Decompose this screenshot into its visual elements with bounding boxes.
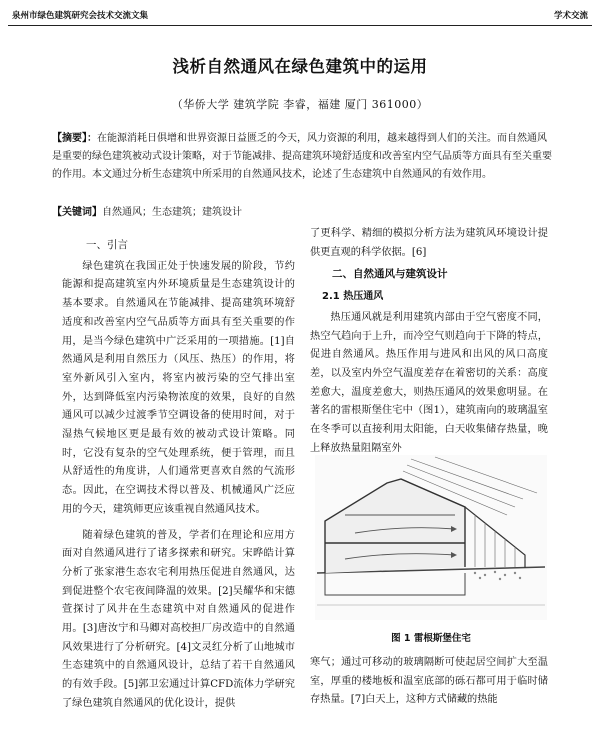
running-header-left: 泉州市绿色建筑研究会技术交流文集 xyxy=(12,11,149,21)
paper-title: 浅析自然通风在绿色建筑中的运用 xyxy=(172,57,428,76)
stack-ventilation-paragraph: 热压通风就是利用建筑内部由于空气密度不同，热空气趋向于上升，而冷空气则趋向于下降的特点，促进自然通风。热压作用与进风和出风的风口高度差，以及室内外空气温度差存在着密切的关系：高度差愈大，温度差愈大，则热压通风的效果愈明显。在著名的雷根斯堡住宅中（图1），建筑南向的玻璃温室在冬季可以直接利用太阳能，白天收集储存热量，晚上释放热量阻隔室外 xyxy=(310,311,548,454)
abstract-text: 在能源消耗日俱增和世界资源日益匮乏的今天，风力资源的利用，越来越得到人们的关注。而自然通风是重要的绿色建筑被动式设计策略，对于节能减排、提高建筑环境舒适度和改善室内空气品质等方面具有至关重要的作用。本文通过分析生态建筑中所采用的自然通风技术，论述了生态建筑中自然通风的有效作用。 xyxy=(52,133,552,180)
right-column-top xyxy=(310,225,548,458)
figure-regensburg-house-sketch xyxy=(315,455,547,620)
abstract-label: 【摘要】： xyxy=(52,133,97,144)
subsection-heading-stack-ventilation: 2.1 热压通风 xyxy=(322,291,384,303)
keywords-text: 自然通风；生态建筑；建筑设计 xyxy=(102,207,242,218)
abstract xyxy=(52,130,556,184)
running-header-right: 学术交流 xyxy=(553,11,588,21)
author-affiliation: （华侨大学 建筑学院 李睿，福建 厦门 361000） xyxy=(171,98,429,111)
keywords-label: 【关键词】 xyxy=(52,207,102,218)
keywords xyxy=(52,203,556,218)
section-heading-introduction: 一、引言 xyxy=(86,239,128,251)
intro-paragraph-2: 随着绿色建筑的普及，学者们在理论和应用方面对自然通风进行了诸多探索和研究。宋晔皓计算分析了张家港生态农宅利用热压促进自然通风，达到促进整个农宅夜间降温的效果。[2]吴耀华和宋德萱探讨了风井在生态建筑中对自然通风的促进作用。[3]唐汝宁和马卿对高校担厂房改造中的自然通风效果进行了分析研究。[4]文灵红分析了山地城市生态建筑中的自然通风设计，总结了若干自然通风的有效手段。[5]郭卫宏通过计算CFD流体力学研究了绿色建筑自然通风的优化设计，提供 xyxy=(62,529,295,709)
header-rule xyxy=(8,25,592,26)
section-heading-natural-ventilation: 二、自然通风与建筑设计 xyxy=(332,268,448,281)
continued-paragraph: 了更科学、精细的模拟分析方法为建筑风环境设计提供更直观的科学依据。[6] xyxy=(310,228,548,258)
figure-caption: 图 1 雷根斯堡住宅 xyxy=(391,633,471,644)
left-column xyxy=(62,236,295,714)
intro-paragraph-1: 绿色建筑在我国正处于快速发展的阶段，节约能源和提高建筑室内外环境质量是生态建筑设计的基本要求。自然通风在节能减排、提高建筑环境舒适度和改善室内空气品质等方面具有至关重要的作用，是当今绿色建筑中广泛采用的一项措施。[1]自然通风是利用自然压力（风压、热压）的作用，将室外新风引入室内，将室内被污染的空气排出室外，达到降低室内污染物浓度的效果，良好的自然通风可以减少过渡季节空调设备的使用时间，对于湿热气候地区更是最有效的被动式设计策略。同时，它没有复杂的空气处理系统，便于管理，而且从舒适性的角度讲，人们通常更喜欢自然的气流形态。因此，在空调技术得以普及、机械通风广泛应用的今天，建筑师更应该重视自然通风技术。 xyxy=(62,260,295,515)
right-column-bottom xyxy=(310,654,548,710)
continuation-paragraph-bottom: 寒气；通过可移动的玻璃隔断可使起居空间扩大至温室，厚重的楼地板和温室底部的砾石都可用于临时储存热量。[7]白天上，这种方式储藏的热能 xyxy=(310,657,548,706)
